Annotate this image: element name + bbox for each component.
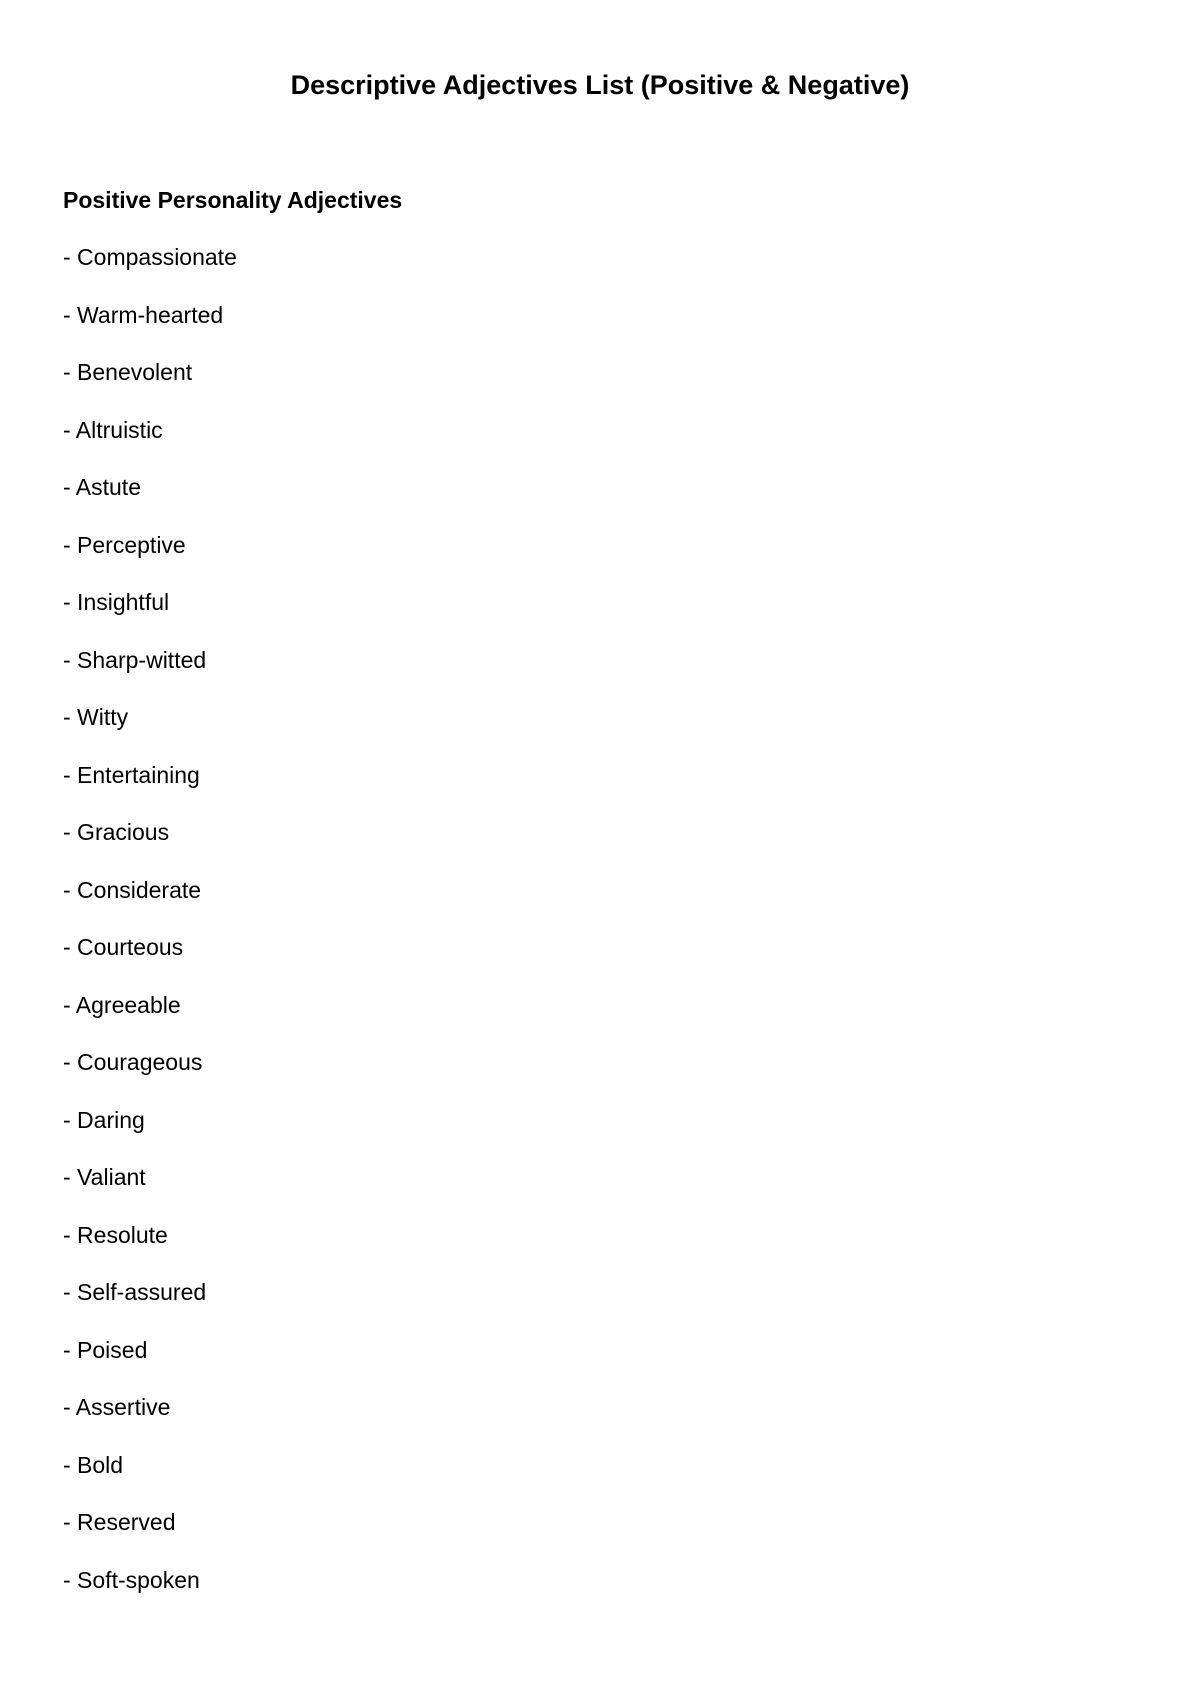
list-item: - Witty: [63, 704, 129, 730]
list-item: - Considerate: [63, 876, 202, 903]
list-item: - Bold: [63, 1451, 124, 1478]
list-item: - Valiant: [63, 1164, 146, 1190]
list-item: - Insightful: [63, 589, 170, 615]
list-item: - Gracious: [63, 819, 170, 845]
document-title: Descriptive Adjectives List (Positive & Negative): [290, 70, 910, 100]
list-item: - Perceptive: [63, 531, 186, 558]
list-item: - Resolute: [63, 1221, 168, 1248]
list-item: - Courageous: [63, 1049, 203, 1075]
list-item: - Astute: [63, 474, 141, 500]
section-heading: Positive Personality Adjectives: [63, 187, 403, 213]
list-item: - Reserved: [63, 1509, 176, 1535]
list-item: - Benevolent: [63, 359, 193, 385]
list-item: - Poised: [63, 1336, 148, 1363]
list-item: - Daring: [63, 1106, 145, 1133]
list-item: - Sharp-witted: [63, 646, 207, 673]
list-item: - Courteous: [63, 934, 184, 960]
list-item: - Soft-spoken: [63, 1566, 200, 1593]
list-item: - Altruistic: [63, 416, 163, 443]
adjective-list: [63, 240, 237, 1620]
list-item: - Self-assured: [63, 1279, 207, 1305]
list-item: - Compassionate: [63, 244, 237, 270]
list-item: - Assertive: [63, 1394, 171, 1420]
list-item: - Warm-hearted: [63, 301, 224, 328]
list-item: - Agreeable: [63, 991, 181, 1018]
list-item: - Entertaining: [63, 761, 200, 788]
